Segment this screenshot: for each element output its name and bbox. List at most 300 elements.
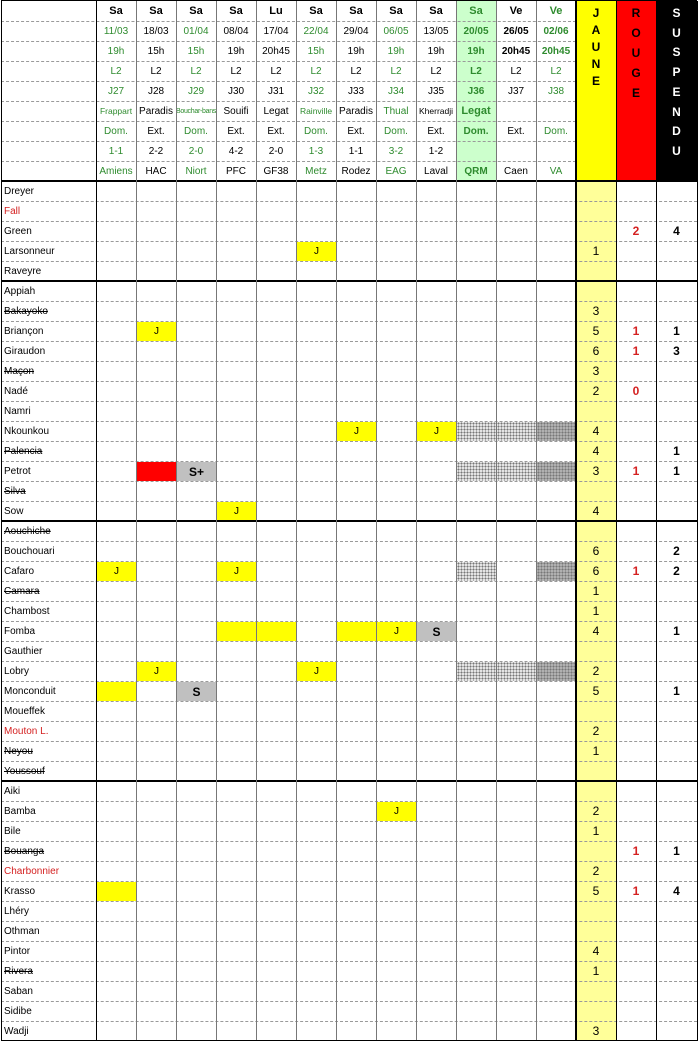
match-time: 19h xyxy=(227,45,245,57)
yellow-card: J xyxy=(297,242,336,261)
match-opponent: EAG xyxy=(385,165,407,177)
grid-line xyxy=(1,280,697,282)
player-name[interactable]: Nkounkou xyxy=(4,425,50,437)
player-name[interactable]: Namri xyxy=(4,405,31,417)
total-rouge: 2 xyxy=(632,224,640,238)
total-jaune: 4 xyxy=(592,424,600,438)
match-referee: Paradis xyxy=(339,105,373,117)
rouge-header-letter: G xyxy=(631,66,641,80)
unavailable-cell xyxy=(457,662,496,681)
match-day: Sa xyxy=(389,5,403,17)
grid-line xyxy=(1,561,697,562)
total-suspendu: 1 xyxy=(673,844,680,858)
total-jaune: 2 xyxy=(592,864,600,878)
match-referee: Rainville xyxy=(299,106,333,116)
grid-line xyxy=(1,1,2,1041)
match-time: 20h45 xyxy=(541,45,571,57)
match-referee: Legat xyxy=(461,105,491,117)
match-score: 3-2 xyxy=(388,145,404,157)
player-name[interactable]: Lobry xyxy=(4,665,30,677)
total-jaune: 2 xyxy=(592,664,600,678)
match-date: 08/04 xyxy=(223,25,249,37)
unavailable-cell xyxy=(457,562,496,581)
player-name[interactable]: Youssouf xyxy=(4,765,45,777)
yellow-cell xyxy=(257,622,296,641)
match-day: Sa xyxy=(189,5,203,17)
grid-line xyxy=(336,1,337,1041)
match-date: 06/05 xyxy=(383,25,409,37)
match-score xyxy=(496,141,536,161)
grid-line xyxy=(1,501,697,502)
match-day: Ve xyxy=(509,5,523,17)
yellow-card: J xyxy=(137,662,176,681)
match-round: J38 xyxy=(547,85,565,97)
grid-line xyxy=(575,1,577,1041)
match-referee: Souifi xyxy=(223,105,249,117)
player-name[interactable]: Raveyre xyxy=(4,265,42,277)
match-round: J34 xyxy=(387,85,405,97)
grid-line xyxy=(416,1,417,1041)
grid-line xyxy=(456,1,457,1041)
player-name[interactable]: Larsonneur xyxy=(4,245,55,257)
match-score: 1-1 xyxy=(348,145,364,157)
match-referee: Paradis xyxy=(139,105,173,117)
player-name[interactable]: Charbonnier xyxy=(4,865,60,877)
grid-line xyxy=(256,1,257,1041)
total-rouge: 1 xyxy=(632,844,640,858)
rouge-header-letter: O xyxy=(631,26,641,40)
total-rouge: 1 xyxy=(632,324,640,338)
suspendu-header-letter: E xyxy=(672,84,681,99)
grid-line xyxy=(1,21,576,22)
grid-line xyxy=(96,1,97,1041)
match-round: J33 xyxy=(347,85,365,97)
total-jaune: 3 xyxy=(592,364,600,378)
jaune-header-letter: A xyxy=(591,23,601,37)
match-venue: Dom. xyxy=(184,125,208,137)
player-name[interactable]: Bouchouari xyxy=(4,545,55,557)
match-league: L2 xyxy=(150,65,162,77)
suspendu-header-letter: N xyxy=(672,104,681,119)
grid-line xyxy=(1,401,697,402)
grid-line xyxy=(1,321,697,322)
match-league: L2 xyxy=(350,65,362,77)
rouge-header xyxy=(616,6,656,100)
yellow-card: J xyxy=(377,622,416,641)
grid-line xyxy=(1,441,697,442)
match-time: 20h45 xyxy=(262,45,290,57)
grid-line xyxy=(1,881,697,882)
player-name[interactable]: Othman xyxy=(4,925,40,937)
match-date: 11/03 xyxy=(103,25,129,37)
player-name[interactable]: Giraudon xyxy=(4,345,46,357)
match-score: 1-2 xyxy=(428,145,444,157)
grid-line xyxy=(1,941,697,942)
grid-line xyxy=(1,721,697,722)
grid-line xyxy=(1,741,697,742)
match-venue: Ext. xyxy=(347,125,365,137)
match-league: L2 xyxy=(110,65,122,77)
yellow-card: J xyxy=(297,662,336,681)
grid-line xyxy=(1,661,697,662)
grid-line xyxy=(1,201,697,202)
match-day: Sa xyxy=(309,5,323,17)
total-suspendu: 2 xyxy=(673,564,680,578)
total-jaune: 5 xyxy=(592,684,600,698)
match-date: 29/04 xyxy=(343,25,369,37)
grid-line xyxy=(1,581,697,582)
match-time: 15h xyxy=(147,45,165,57)
total-jaune: 4 xyxy=(592,624,600,638)
player-name[interactable]: Fall xyxy=(4,205,21,217)
yellow-card: J xyxy=(97,562,136,581)
match-score: 2-0 xyxy=(188,145,204,157)
match-referee: Kherradji xyxy=(418,106,454,116)
yellow-card: J xyxy=(137,322,176,341)
match-score: 1-1 xyxy=(108,145,124,157)
unavailable-cell xyxy=(497,422,536,441)
total-jaune: 1 xyxy=(592,244,600,258)
match-date: 13/05 xyxy=(423,25,449,37)
grid-line xyxy=(1,861,697,862)
match-opponent: GF38 xyxy=(263,165,289,177)
unavailable-cell xyxy=(537,462,576,481)
total-jaune: 1 xyxy=(592,604,600,618)
grid-line xyxy=(1,481,697,482)
match-round: J37 xyxy=(507,85,525,97)
player-name[interactable]: Camara xyxy=(4,585,40,597)
player-name[interactable]: Neyou xyxy=(4,745,33,757)
match-venue: Ext. xyxy=(267,125,285,137)
grid-line xyxy=(376,1,377,1041)
red-card xyxy=(137,462,176,481)
total-suspendu: 4 xyxy=(673,884,680,898)
total-jaune: 6 xyxy=(592,544,600,558)
match-round: J27 xyxy=(107,85,125,97)
player-name[interactable]: Saban xyxy=(4,985,33,997)
match-venue: Dom. xyxy=(544,125,568,137)
player-name[interactable]: Bouanga xyxy=(4,845,45,857)
total-jaune: 3 xyxy=(592,1024,600,1038)
yellow-card: J xyxy=(377,802,416,821)
match-referee: Legat xyxy=(263,105,289,117)
match-score: 2-0 xyxy=(268,145,284,157)
grid-line xyxy=(1,61,576,62)
total-suspendu: 3 xyxy=(673,344,680,358)
unavailable-cell xyxy=(497,662,536,681)
total-jaune: 2 xyxy=(592,804,600,818)
grid-line xyxy=(1,161,576,162)
player-name[interactable]: Lhéry xyxy=(4,905,30,917)
yellow-cell xyxy=(217,622,256,641)
suspension-cell: S xyxy=(177,682,216,701)
match-venue: Ext. xyxy=(227,125,245,137)
player-name[interactable]: Appiah xyxy=(4,285,36,297)
suspendu-header-letter: U xyxy=(672,143,681,158)
player-name[interactable]: Krasso xyxy=(4,885,36,897)
suspension-cell: S+ xyxy=(177,462,216,481)
grid-line xyxy=(1,381,697,382)
match-time: 15h xyxy=(187,45,205,57)
jaune-header-letter: J xyxy=(592,6,600,20)
rouge-header-letter: R xyxy=(631,6,641,20)
rouge-header-letter: U xyxy=(631,46,641,60)
total-suspendu: 1 xyxy=(673,444,680,458)
unavailable-cell xyxy=(537,662,576,681)
player-name[interactable]: Petrot xyxy=(4,465,31,477)
player-name[interactable]: Monconduit xyxy=(4,685,56,697)
total-rouge: 0 xyxy=(632,384,640,398)
total-jaune: 2 xyxy=(592,384,600,398)
match-day: Lu xyxy=(269,5,283,17)
match-venue: Dom. xyxy=(384,125,408,137)
match-day: Sa xyxy=(429,5,443,17)
total-jaune: 3 xyxy=(592,304,600,318)
grid-line xyxy=(1,121,576,122)
grid-line xyxy=(1,1021,697,1022)
match-league: L2 xyxy=(470,65,482,77)
match-day: Sa xyxy=(469,5,483,17)
grid-line xyxy=(1,761,697,762)
match-venue: Dom. xyxy=(304,125,328,137)
match-day: Sa xyxy=(229,5,243,17)
match-venue: Ext. xyxy=(147,125,165,137)
player-name[interactable]: Maçon xyxy=(4,365,35,377)
match-league: L2 xyxy=(190,65,202,77)
yellow-card: J xyxy=(217,502,256,521)
grid-line xyxy=(176,1,177,1041)
player-name[interactable]: Aiki xyxy=(4,785,21,797)
match-league: L2 xyxy=(430,65,442,77)
match-league: L2 xyxy=(550,65,562,77)
match-venue: Ext. xyxy=(507,125,525,137)
grid-line xyxy=(1,461,697,462)
total-jaune: 4 xyxy=(592,944,600,958)
grid-line xyxy=(1,701,697,702)
match-score: 4-2 xyxy=(228,145,244,157)
suspendu-header-letter: U xyxy=(672,25,681,40)
match-opponent: HAC xyxy=(145,165,167,177)
grid-line xyxy=(616,1,617,1041)
player-name[interactable]: Mouton L. xyxy=(4,725,49,737)
table-border xyxy=(1,0,697,1)
yellow-cell xyxy=(97,882,136,901)
suspendu-header-letter: P xyxy=(672,65,681,80)
match-league: L2 xyxy=(230,65,242,77)
total-jaune: 1 xyxy=(592,824,600,838)
match-opponent: Rodez xyxy=(341,165,371,177)
grid-line xyxy=(1,921,697,922)
match-round: J31 xyxy=(267,85,285,97)
player-name[interactable]: Moueffek xyxy=(4,705,45,717)
player-name[interactable]: Wadji xyxy=(4,1025,29,1037)
match-date: 18/03 xyxy=(143,25,169,37)
grid-line xyxy=(1,821,697,822)
suspendu-header-letter: S xyxy=(672,6,681,20)
match-score: 2-2 xyxy=(148,145,164,157)
grid-line xyxy=(216,1,217,1041)
player-name[interactable]: Bile xyxy=(4,825,21,837)
match-referee xyxy=(536,101,576,121)
grid-line xyxy=(1,681,697,682)
match-round: J28 xyxy=(147,85,165,97)
match-opponent: Niort xyxy=(185,165,207,177)
grid-line xyxy=(1,361,697,362)
grid-line xyxy=(1,41,576,42)
match-day: Sa xyxy=(109,5,123,17)
match-opponent: Metz xyxy=(305,165,327,177)
jaune-header-letter: N xyxy=(591,57,601,71)
match-date: 01/04 xyxy=(183,25,209,37)
match-date: 20/05 xyxy=(463,25,489,37)
grid-line xyxy=(1,961,697,962)
total-jaune: 1 xyxy=(592,964,600,978)
match-venue: Ext. xyxy=(427,125,445,137)
total-rouge: 1 xyxy=(632,464,640,478)
grid-line xyxy=(1,81,576,82)
total-jaune: 4 xyxy=(592,444,600,458)
grid-line xyxy=(1,841,697,842)
suspendu-header xyxy=(656,6,697,158)
jaune-header-letter: E xyxy=(591,74,600,88)
total-jaune: 5 xyxy=(592,884,600,898)
match-round: J36 xyxy=(467,85,485,97)
match-time: 19h xyxy=(467,45,485,57)
total-jaune: 6 xyxy=(592,564,600,578)
header-divider xyxy=(1,180,697,182)
grid-line xyxy=(1,221,697,222)
suspendu-header-letter: S xyxy=(672,45,681,60)
total-suspendu: 1 xyxy=(673,684,680,698)
player-name[interactable]: Bamba xyxy=(4,805,36,817)
total-suspendu: 1 xyxy=(673,624,680,638)
grid-line xyxy=(1,780,697,782)
yellow-card: J xyxy=(217,562,256,581)
suspendu-header-letter: D xyxy=(672,124,681,139)
total-rouge: 1 xyxy=(632,344,640,358)
total-jaune: 1 xyxy=(592,744,600,758)
match-date: 26/05 xyxy=(503,25,529,37)
player-name[interactable]: Nadé xyxy=(4,385,28,397)
grid-line xyxy=(1,520,697,522)
player-name[interactable]: Pintor xyxy=(4,945,31,957)
yellow-cell xyxy=(97,682,136,701)
match-league: L2 xyxy=(270,65,282,77)
match-league: L2 xyxy=(390,65,402,77)
match-time: 19h xyxy=(347,45,365,57)
unavailable-cell xyxy=(497,462,536,481)
total-suspendu: 1 xyxy=(673,324,680,338)
player-name[interactable]: Sidibe xyxy=(4,1005,32,1017)
yellow-card: J xyxy=(417,422,456,441)
player-name[interactable]: Sow xyxy=(4,505,24,517)
match-opponent: Caen xyxy=(504,165,528,177)
grid-line xyxy=(1,141,576,142)
player-name[interactable]: Rivera xyxy=(4,965,33,977)
total-jaune: 1 xyxy=(592,584,600,598)
total-suspendu: 4 xyxy=(673,224,680,238)
player-name[interactable]: Palencia xyxy=(4,445,43,457)
player-name[interactable]: Briançon xyxy=(4,325,44,337)
match-time: 19h xyxy=(427,45,445,57)
match-opponent: Amiens xyxy=(99,165,133,177)
match-day: Sa xyxy=(149,5,163,17)
player-name[interactable]: Fomba xyxy=(4,625,36,637)
match-day: Ve xyxy=(549,5,563,17)
match-league: L2 xyxy=(510,65,522,77)
unavailable-cell xyxy=(537,562,576,581)
grid-line xyxy=(1,1001,697,1002)
match-date: 22/04 xyxy=(303,25,329,37)
grid-line xyxy=(536,1,537,1041)
player-name[interactable]: Gauthier xyxy=(4,645,43,657)
player-name[interactable]: Dreyer xyxy=(4,185,35,197)
match-venue: Dom. xyxy=(104,125,128,137)
total-jaune: 5 xyxy=(592,324,600,338)
grid-line xyxy=(1,421,697,422)
grid-line xyxy=(1,261,697,262)
grid-line xyxy=(296,1,297,1041)
match-date: 17/04 xyxy=(263,25,289,37)
player-name[interactable]: Aouchiche xyxy=(4,525,51,537)
grid-line xyxy=(1,801,697,802)
unavailable-cell xyxy=(537,422,576,441)
unavailable-cell xyxy=(457,462,496,481)
player-name[interactable]: Silva xyxy=(4,485,26,497)
match-opponent: QRM xyxy=(464,165,488,177)
match-date: 02/06 xyxy=(543,25,569,37)
match-score xyxy=(536,141,576,161)
match-referee xyxy=(496,101,536,121)
match-time: 19h xyxy=(107,45,125,57)
yellow-card: J xyxy=(337,422,376,441)
yellow-cell xyxy=(337,622,376,641)
match-round: J32 xyxy=(307,85,325,97)
total-suspendu: 1 xyxy=(673,464,680,478)
player-name[interactable]: Bakayoko xyxy=(4,305,48,317)
grid-line xyxy=(1,341,697,342)
player-name[interactable]: Green xyxy=(4,225,32,237)
match-venue: Dom. xyxy=(463,125,489,137)
grid-line xyxy=(1,621,697,622)
player-name[interactable]: Cafaro xyxy=(4,565,35,577)
total-suspendu: 2 xyxy=(673,544,680,558)
total-rouge: 1 xyxy=(632,564,640,578)
unavailable-cell xyxy=(457,422,496,441)
match-score xyxy=(456,141,496,161)
match-opponent: VA xyxy=(549,165,563,177)
rouge-header-letter: E xyxy=(631,86,640,100)
grid-line xyxy=(1,301,697,302)
match-referee: Frappart xyxy=(99,106,133,116)
match-time: 19h xyxy=(387,45,405,57)
grid-line xyxy=(1,641,697,642)
total-jaune: 2 xyxy=(592,724,600,738)
grid-line xyxy=(1,601,697,602)
grid-line xyxy=(1,541,697,542)
match-referee: Bouchar-bans xyxy=(176,107,216,115)
total-jaune: 4 xyxy=(592,504,600,518)
grid-line xyxy=(656,1,657,1041)
match-league: L2 xyxy=(310,65,322,77)
player-name[interactable]: Chambost xyxy=(4,605,50,617)
grid-line xyxy=(1,981,697,982)
match-opponent: PFC xyxy=(226,165,246,177)
jaune-header xyxy=(576,6,616,88)
match-round: J35 xyxy=(427,85,445,97)
total-rouge: 1 xyxy=(632,884,640,898)
match-day: Sa xyxy=(349,5,363,17)
